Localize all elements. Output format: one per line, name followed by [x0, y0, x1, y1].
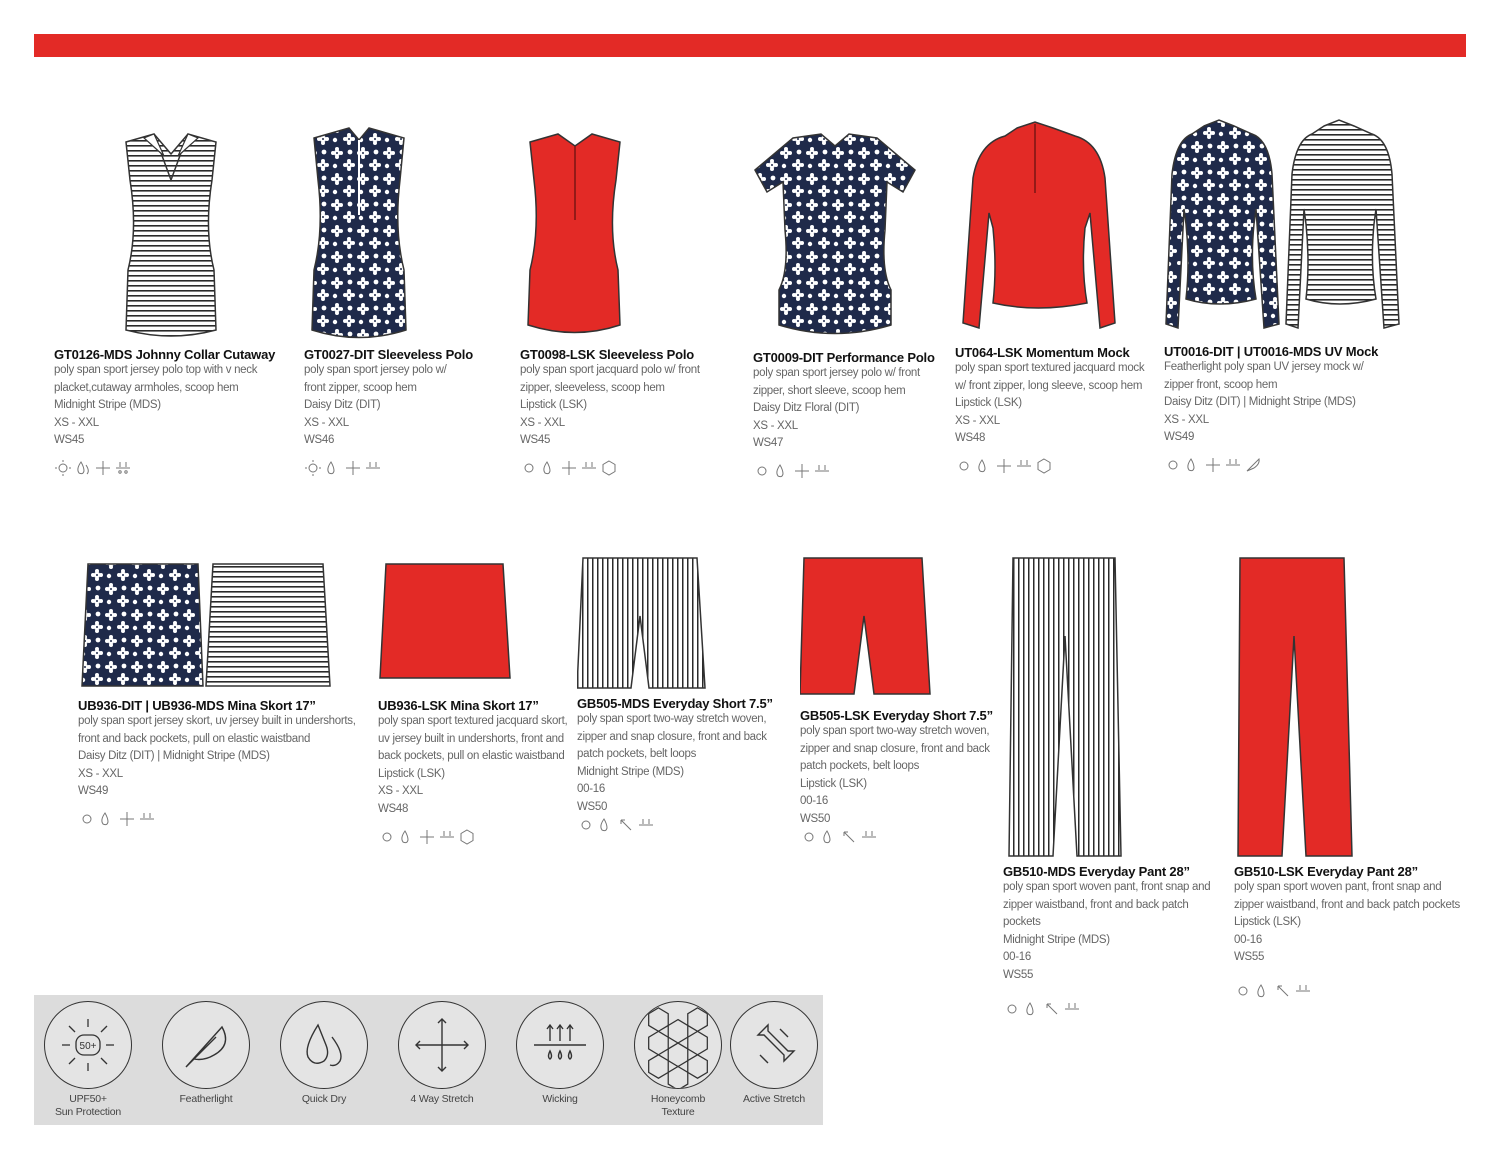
feature-icons: [1164, 459, 1414, 477]
stretch-icon: [560, 459, 578, 482]
red-sleeveless-polo-illustration: [520, 120, 740, 345]
product-title: UB936-DIT | UB936-MDS Mina Skort 17”: [78, 698, 316, 713]
striped-short-illustration: [577, 556, 772, 694]
product-sizes: XS - XXL: [54, 416, 99, 429]
upf-icon: [1003, 1000, 1021, 1023]
quick-dry-icon: [398, 828, 416, 851]
feather-icon: [162, 1001, 250, 1089]
honeycomb-icon: [458, 828, 476, 851]
legend-upf: [38, 1001, 138, 1119]
product-title: UT064-LSK Momentum Mock: [955, 345, 1130, 360]
feature-icons: [378, 830, 573, 848]
skort-pair-illustration: [78, 556, 363, 696]
legend-label: Quick Dry: [301, 1093, 347, 1105]
legend-label-2: Texture: [661, 1106, 695, 1118]
product-color: Daisy Ditz (DIT) | Midnight Stripe (MDS): [1164, 396, 1356, 408]
wicking-icon: [637, 816, 655, 839]
legend-label-2: Sun Protection: [54, 1106, 122, 1118]
product-description: poly span sport jersey skort, uv jersey built in undershorts, front and back pockets, pull on elastic waistband: [78, 715, 356, 745]
product-ws: WS45: [54, 434, 85, 446]
feature-icons: [1003, 1002, 1228, 1020]
product-sizes: 00-16: [1003, 951, 1031, 963]
product-color: Lipstick (LSK): [955, 397, 1022, 409]
product-color: Daisy Ditz (DIT): [304, 399, 381, 411]
upf-icon: [78, 810, 96, 833]
upf-icon: [1234, 982, 1252, 1005]
stretch-icon: [418, 828, 436, 851]
quick-dry-icon: [280, 1001, 368, 1089]
red-pant-illustration: [1234, 556, 1464, 862]
feature-icons: [520, 462, 740, 480]
product-color: Daisy Ditz (DIT) | Midnight Stripe (MDS): [78, 750, 270, 762]
product-ws: WS50: [577, 800, 608, 813]
product-title: GB510-LSK Everyday Pant 28”: [1234, 864, 1418, 879]
product-sizes: XS - XXL: [955, 414, 1000, 427]
stretch-icon: [793, 462, 811, 485]
product-ut064-lsk[interactable]: [955, 118, 1155, 478]
product-ws: WS49: [1164, 431, 1195, 443]
product-title: UT0016-DIT | UT0016-MDS UV Mock: [1164, 344, 1379, 359]
legend-label: Active Stretch: [743, 1093, 805, 1105]
product-description: Featherlight poly span UV jersey mock w/ zipper front, scoop hem: [1164, 361, 1364, 391]
wicking-icon: [580, 459, 598, 482]
legend-wicking: [510, 1001, 610, 1106]
product-title: UB936-LSK Mina Skort 17”: [378, 698, 539, 713]
product-color: Lipstick (LSK): [1234, 916, 1301, 928]
upf-icon: [520, 459, 538, 482]
quick-dry-icon: [820, 828, 838, 851]
product-description: poly span sport textured jacquard mock w/ front zipper, long sleeve, scoop hem: [955, 362, 1145, 392]
stretch-icon: [995, 457, 1013, 480]
feature-icons: [955, 460, 1155, 478]
product-title: GT0009-DIT Performance Polo: [753, 350, 935, 365]
upf-icon: [304, 459, 322, 482]
legend-label: Wicking: [542, 1093, 578, 1105]
active-stretch-icon: [730, 1001, 818, 1089]
product-sizes: 00-16: [1234, 933, 1262, 946]
upf-icon: [378, 828, 396, 851]
honeycomb-icon: [600, 459, 618, 482]
daisy-sleeveless-polo-illustration: [304, 120, 504, 345]
product-description: poly span sport woven pant, front snap and zipper waistband, front and back patch pockets: [1003, 881, 1211, 928]
product-title: GB510-MDS Everyday Pant 28”: [1003, 864, 1190, 879]
product-title: GB505-LSK Everyday Short 7.5”: [800, 708, 993, 723]
product-gb510-lsk[interactable]: [1234, 556, 1464, 1003]
product-color: Midnight Stripe (MDS): [54, 399, 161, 411]
product-color: Midnight Stripe (MDS): [577, 765, 684, 778]
product-color: Lipstick (LSK): [800, 777, 867, 790]
product-description: poly span sport jersey polo w/ front zipper, short sleeve, scoop hem: [753, 367, 920, 397]
product-description: poly span sport textured jacquard skort, uv jersey built in undershorts, front and back pockets, pull on elastic waistband: [378, 715, 568, 762]
product-color: Daisy Ditz Floral (DIT): [753, 402, 860, 414]
product-gt0126-mds[interactable]: [54, 120, 289, 480]
product-ub936-dit-mds[interactable]: [78, 556, 363, 831]
product-title: GT0098-LSK Sleeveless Polo: [520, 347, 694, 362]
striped-sleeveless-top-illustration: [54, 120, 289, 345]
product-title: GT0126-MDS Johnny Collar Cutaway: [54, 347, 276, 362]
feather-icon: [1244, 456, 1262, 479]
product-gb505-lsk[interactable]: [800, 556, 995, 848]
product-ws: WS46: [304, 434, 335, 446]
feature-icons: [800, 830, 995, 848]
wicking-icon: [1063, 1000, 1081, 1023]
wicking-icon: [1224, 456, 1242, 479]
product-sizes: 00-16: [800, 795, 828, 807]
product-sizes: XS - XXL: [378, 785, 423, 797]
product-color: Lipstick (LSK): [520, 399, 587, 411]
legend-active-stretch: [724, 1001, 824, 1106]
feature-icons: [753, 465, 948, 483]
legend-featherlight: [156, 1001, 256, 1106]
product-color: Lipstick (LSK): [378, 767, 445, 780]
product-sizes: XS - XXL: [1164, 413, 1209, 426]
product-description: poly span sport two-way stretch woven, zipper and snap closure, front and back patch pockets, belt loops: [577, 713, 767, 760]
wicking-icon: [114, 459, 132, 482]
quick-dry-icon: [1254, 982, 1272, 1005]
product-description: poly span sport two-way stretch woven, zipper and snap closure, front and back patch pockets, belt loops: [800, 725, 990, 772]
upf-icon: [1164, 456, 1182, 479]
legend-label: Featherlight: [179, 1093, 233, 1105]
active-stretch-icon: [840, 828, 858, 851]
striped-pant-illustration: [1003, 556, 1228, 862]
feature-icons: [577, 818, 772, 836]
active-stretch-icon: [1274, 982, 1292, 1005]
stretch-icon: [94, 459, 112, 482]
product-ut0016[interactable]: [1164, 114, 1414, 477]
quick-dry-icon: [1023, 1000, 1041, 1023]
wicking-icon: [516, 1001, 604, 1089]
honeycomb-icon: [1035, 457, 1053, 480]
upf-icon: [577, 816, 595, 839]
uv-mock-pair-illustration: [1164, 114, 1414, 342]
product-color: Midnight Stripe (MDS): [1003, 933, 1110, 946]
quick-dry-icon: [975, 457, 993, 480]
product-description: poly span sport woven pant, front snap and zipper waistband, front and back patch pockets: [1234, 881, 1460, 911]
upf-icon: [753, 462, 771, 485]
product-ws: WS48: [378, 802, 409, 815]
wicking-icon: [438, 828, 456, 851]
upf-icon: [800, 828, 818, 851]
product-ub936-lsk[interactable]: [378, 556, 573, 848]
upf-icon: [955, 457, 973, 480]
upf-icon: [54, 459, 72, 482]
product-ws: WS48: [955, 432, 986, 444]
feature-icons: [304, 462, 504, 480]
quick-dry-icon: [74, 459, 92, 482]
product-ws: WS50: [800, 812, 831, 825]
product-ws: WS55: [1003, 968, 1034, 981]
product-sizes: XS - XXL: [520, 416, 565, 429]
wicking-icon: [1015, 457, 1033, 480]
wicking-icon: [813, 462, 831, 485]
top-accent-bar: [34, 34, 1466, 57]
active-stretch-icon: [1043, 1000, 1061, 1023]
product-ws: WS49: [78, 785, 109, 797]
product-title: GT0027-DIT Sleeveless Polo: [304, 347, 473, 362]
wicking-icon: [1294, 982, 1312, 1005]
stretch-icon: [1204, 456, 1222, 479]
honeycomb-icon: [634, 1001, 722, 1089]
daisy-short-sleeve-polo-illustration: [753, 120, 948, 348]
product-description: poly span sport jacquard polo w/ front zipper, sleeveless, scoop hem: [520, 364, 700, 394]
legend-quick-dry: [274, 1001, 374, 1106]
product-title: GB505-MDS Everyday Short 7.5”: [577, 696, 773, 711]
legend-4-way-stretch: [392, 1001, 492, 1106]
wicking-icon: [138, 810, 156, 833]
product-sizes: XS - XXL: [753, 419, 798, 432]
product-sizes: 00-16: [577, 783, 605, 795]
quick-dry-icon: [773, 462, 791, 485]
feature-legend: [34, 995, 823, 1125]
feature-icons: [54, 462, 289, 480]
quick-dry-icon: [98, 810, 116, 833]
product-gt0009-dit[interactable]: [753, 120, 948, 483]
quick-dry-icon: [540, 459, 558, 482]
product-ws: WS47: [753, 437, 784, 449]
feature-icons: [78, 813, 363, 831]
product-gb505-mds[interactable]: [577, 556, 772, 836]
quick-dry-icon: [597, 816, 615, 839]
red-short-illustration: [800, 556, 995, 706]
svg-text:50+: 50+: [79, 1041, 97, 1052]
product-ws: WS55: [1234, 951, 1265, 963]
upf-50-icon: [44, 1001, 132, 1089]
quick-dry-icon: [324, 459, 342, 482]
legend-label: Honeycomb: [650, 1093, 706, 1105]
product-description: poly span sport jersey polo top with v neck placket,cutaway armholes, scoop hem: [54, 364, 258, 394]
wicking-icon: [860, 828, 878, 851]
product-description: poly span sport jersey polo w/ front zipper, scoop hem: [304, 364, 447, 394]
product-sizes: XS - XXL: [78, 767, 123, 780]
four-way-stretch-icon: [398, 1001, 486, 1089]
legend-label: 4 Way Stretch: [410, 1093, 474, 1105]
legend-label: UPF50+: [69, 1093, 107, 1105]
wicking-icon: [364, 459, 382, 482]
product-ws: WS45: [520, 434, 551, 446]
product-gt0027-dit[interactable]: [304, 120, 504, 480]
quick-dry-icon: [1184, 456, 1202, 479]
stretch-icon: [344, 459, 362, 482]
legend-honeycomb: [628, 1001, 728, 1119]
stretch-icon: [118, 810, 136, 833]
product-gt0098-lsk[interactable]: [520, 120, 740, 480]
red-skort-illustration: [378, 556, 573, 696]
red-long-sleeve-mock-illustration: [955, 118, 1155, 343]
feature-icons: [1234, 985, 1464, 1003]
product-gb510-mds[interactable]: [1003, 556, 1228, 1020]
product-sizes: XS - XXL: [304, 416, 349, 429]
active-stretch-icon: [617, 816, 635, 839]
